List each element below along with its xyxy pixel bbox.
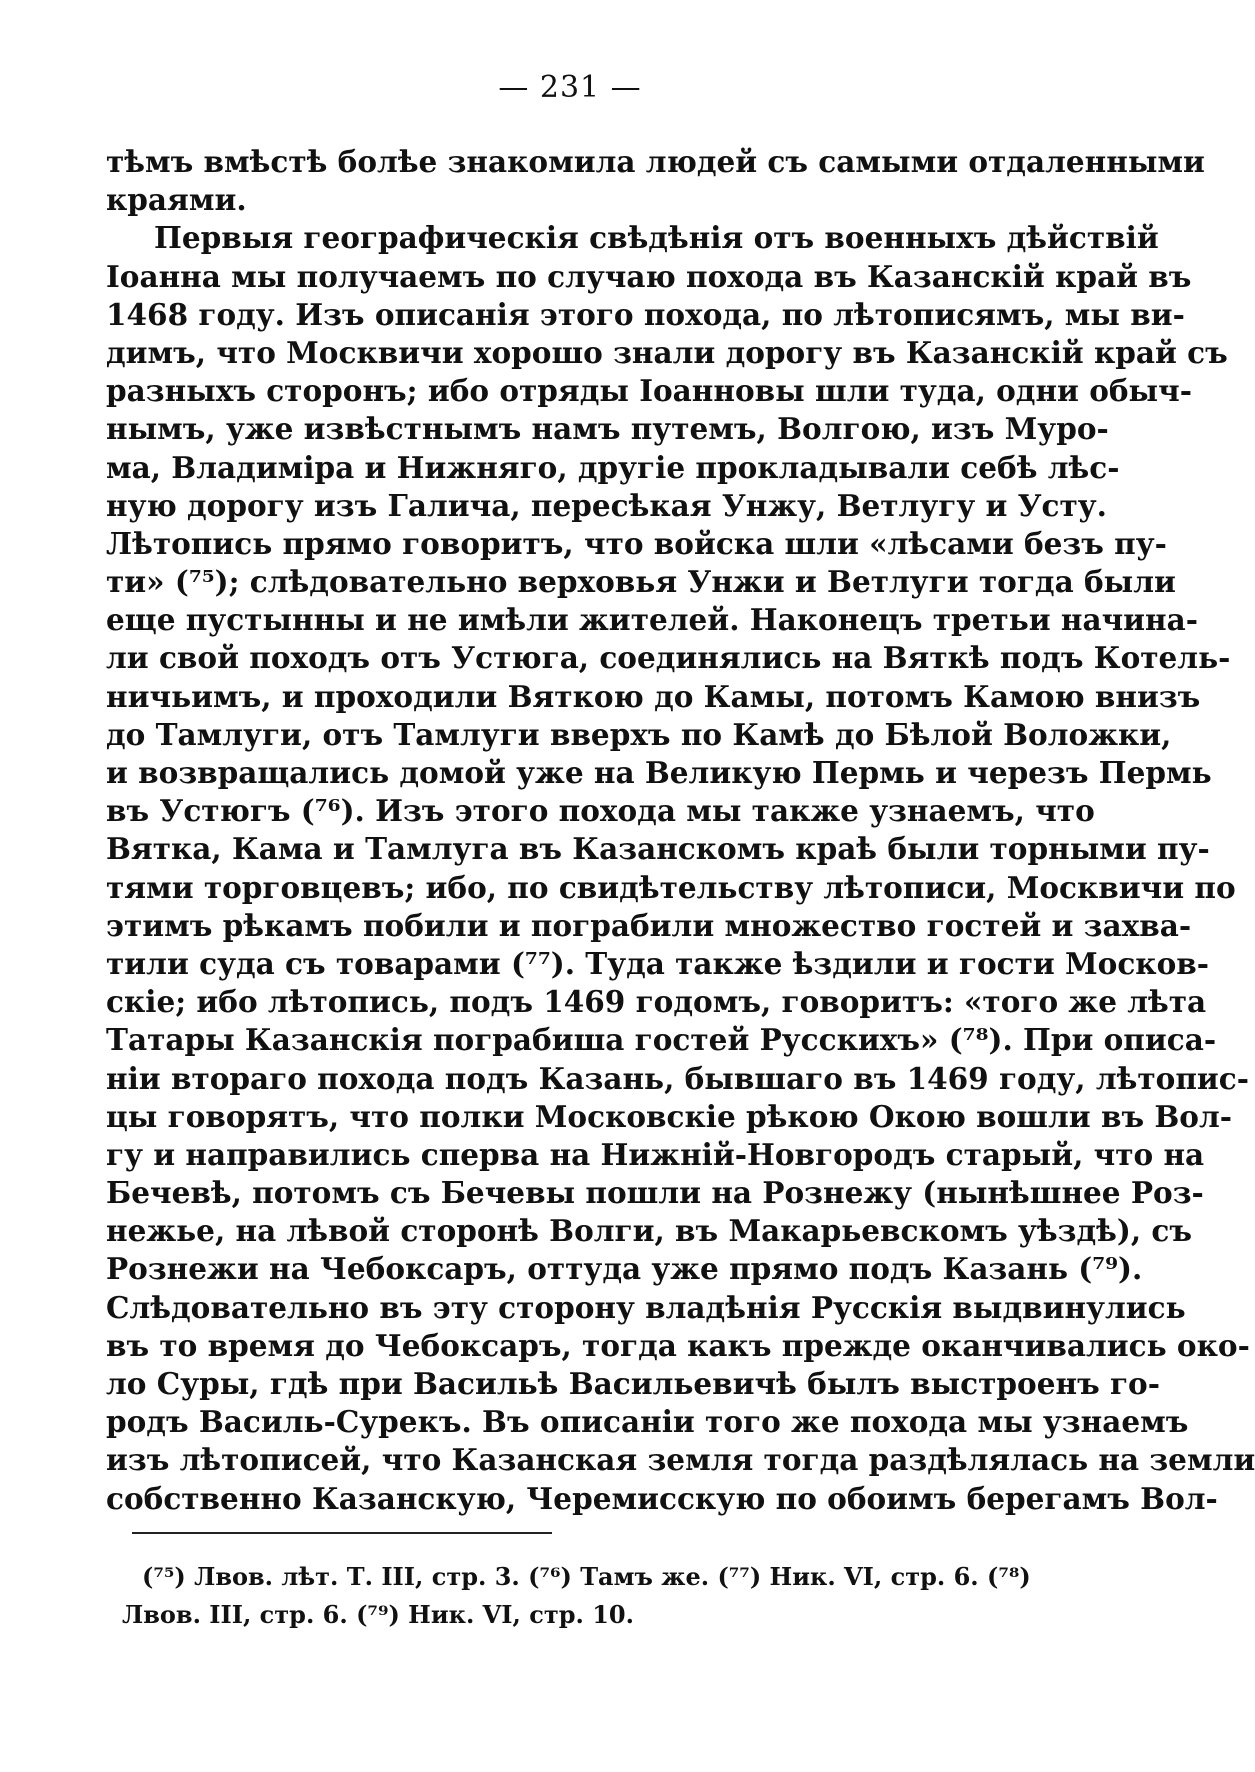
text-line: родъ Василь-Сурекъ. Въ описаніи того же похода мы узнаемъ (106, 1404, 1189, 1440)
text-line: въ то время до Чебоксаръ, тогда какъ прежде оканчивались око- (106, 1327, 1250, 1363)
text-line: разныхъ сторонъ; ибо отряды Іоанновы шли туда, одни обыч- (106, 373, 1192, 409)
text-line: Лѣтопись прямо говоритъ, что войска шли «лѣсами безъ пу- (106, 525, 1167, 561)
text-line: нымъ, уже извѣстнымъ намъ путемъ, Волгою, изъ Муро- (106, 411, 1109, 447)
text-line: ло Суры, гдѣ при Васильѣ Васильевичѣ былъ выстроенъ го- (106, 1366, 1160, 1401)
text-line: Слѣдовательно въ эту сторону владѣнія Русскія выдвинулись (106, 1289, 1186, 1325)
footnote-divider (132, 1532, 552, 1534)
text-line: Вятка, Кама и Тамлуга въ Казанскомъ краѣ были торными пу- (106, 831, 1210, 867)
body-text (106, 143, 1255, 1518)
footnote-line: Лвов. III, стр. 6. (⁷⁹) Ник. VI, стр. 10. (122, 1600, 634, 1629)
footnote-line: (⁷⁵) Лвов. лѣт. Т. III, стр. 3. (⁷⁶) Тамъ же. (⁷⁷) Ник. VI, стр. 6. (⁷⁸) (142, 1562, 1031, 1591)
text-line: скіе; ибо лѣтопись, подъ 1469 годомъ, говоритъ: «того же лѣта (106, 984, 1207, 1020)
text-line: краями. (106, 182, 247, 218)
text-line: изъ лѣтописей, что Казанская земля тогда раздѣлялась на земли (106, 1442, 1255, 1478)
text-line: тѣмъ вмѣстѣ болѣе знакомила людей съ самыми отдаленными (106, 144, 1205, 179)
text-line: Первыя географическія свѣдѣнія отъ военныхъ дѣйствій (154, 220, 1159, 256)
text-line: димъ, что Москвичи хорошо знали дорогу въ Казанскій край съ (106, 334, 1228, 370)
text-line: Іоанна мы получаемъ по случаю похода въ Казанскій край въ (106, 258, 1192, 294)
text-line: цы говорятъ, что полки Московскіе рѣкою Окою вошли въ Вол- (106, 1098, 1232, 1134)
page-number: — 231 — (498, 70, 642, 105)
text-line: собственно Казанскую, Черемисскую по обоимъ берегамъ Вол- (106, 1480, 1218, 1516)
text-line: ма, Владиміра и Нижняго, другіе прокладывали себѣ лѣс- (106, 449, 1120, 485)
text-line: Бечевѣ, потомъ съ Бечевы пошли на Рознежу (нынѣшнее Роз- (106, 1175, 1204, 1211)
text-line: до Тамлуги, отъ Тамлуги вверхъ по Камѣ до Бѣлой Воложки, (106, 716, 1172, 752)
footnotes (122, 1558, 1031, 1634)
text-line: этимъ рѣкамъ побили и пограбили множество гостей и захва- (106, 907, 1192, 943)
text-line: ніи втораго похода подъ Казань, бывшаго въ 1469 году, лѣтопис- (106, 1060, 1249, 1096)
text-line: тили суда съ товарами (⁷⁷). Туда также ѣздили и гости Москов- (106, 945, 1210, 981)
text-line: ную дорогу изъ Галича, пересѣкая Унжу, Ветлугу и Усту. (106, 487, 1107, 523)
text-line: ничьимъ, и проходили Вяткою до Камы, потомъ Камою внизъ (106, 678, 1201, 714)
text-line: ти» (⁷⁵); слѣдовательно верховья Унжи и Ветлуги тогда были (106, 564, 1176, 600)
text-line: въ Устюгъ (⁷⁶). Изъ этого похода мы также узнаемъ, что (106, 793, 1095, 829)
text-line: Татары Казанскія пограбиша гостей Русскихъ» (⁷⁸). При описа- (106, 1022, 1217, 1058)
text-line: 1468 году. Изъ описанія этого похода, по лѣтописямъ, мы ви- (106, 296, 1185, 332)
text-line: нежье, на лѣвой сторонѣ Волги, въ Макарьевскомъ уѣздѣ), съ (106, 1213, 1192, 1249)
text-line: еще пустынны и не имѣли жителей. Наконецъ третьи начина- (106, 602, 1199, 638)
text-line: и возвращались домой уже на Великую Пермь и черезъ Пермь (106, 755, 1212, 790)
text-line: ли свой походъ отъ Устюга, соединялись на Вяткѣ подъ Котель- (106, 640, 1231, 676)
text-line: Рознежи на Чебоксаръ, оттуда уже прямо подъ Казань (⁷⁹). (106, 1251, 1143, 1287)
text-line: тями торговцевъ; ибо, по свидѣтельству лѣтописи, Москвичи по (106, 869, 1236, 905)
text-line: гу и направились сперва на Нижній-Новгородъ старый, что на (106, 1136, 1205, 1172)
